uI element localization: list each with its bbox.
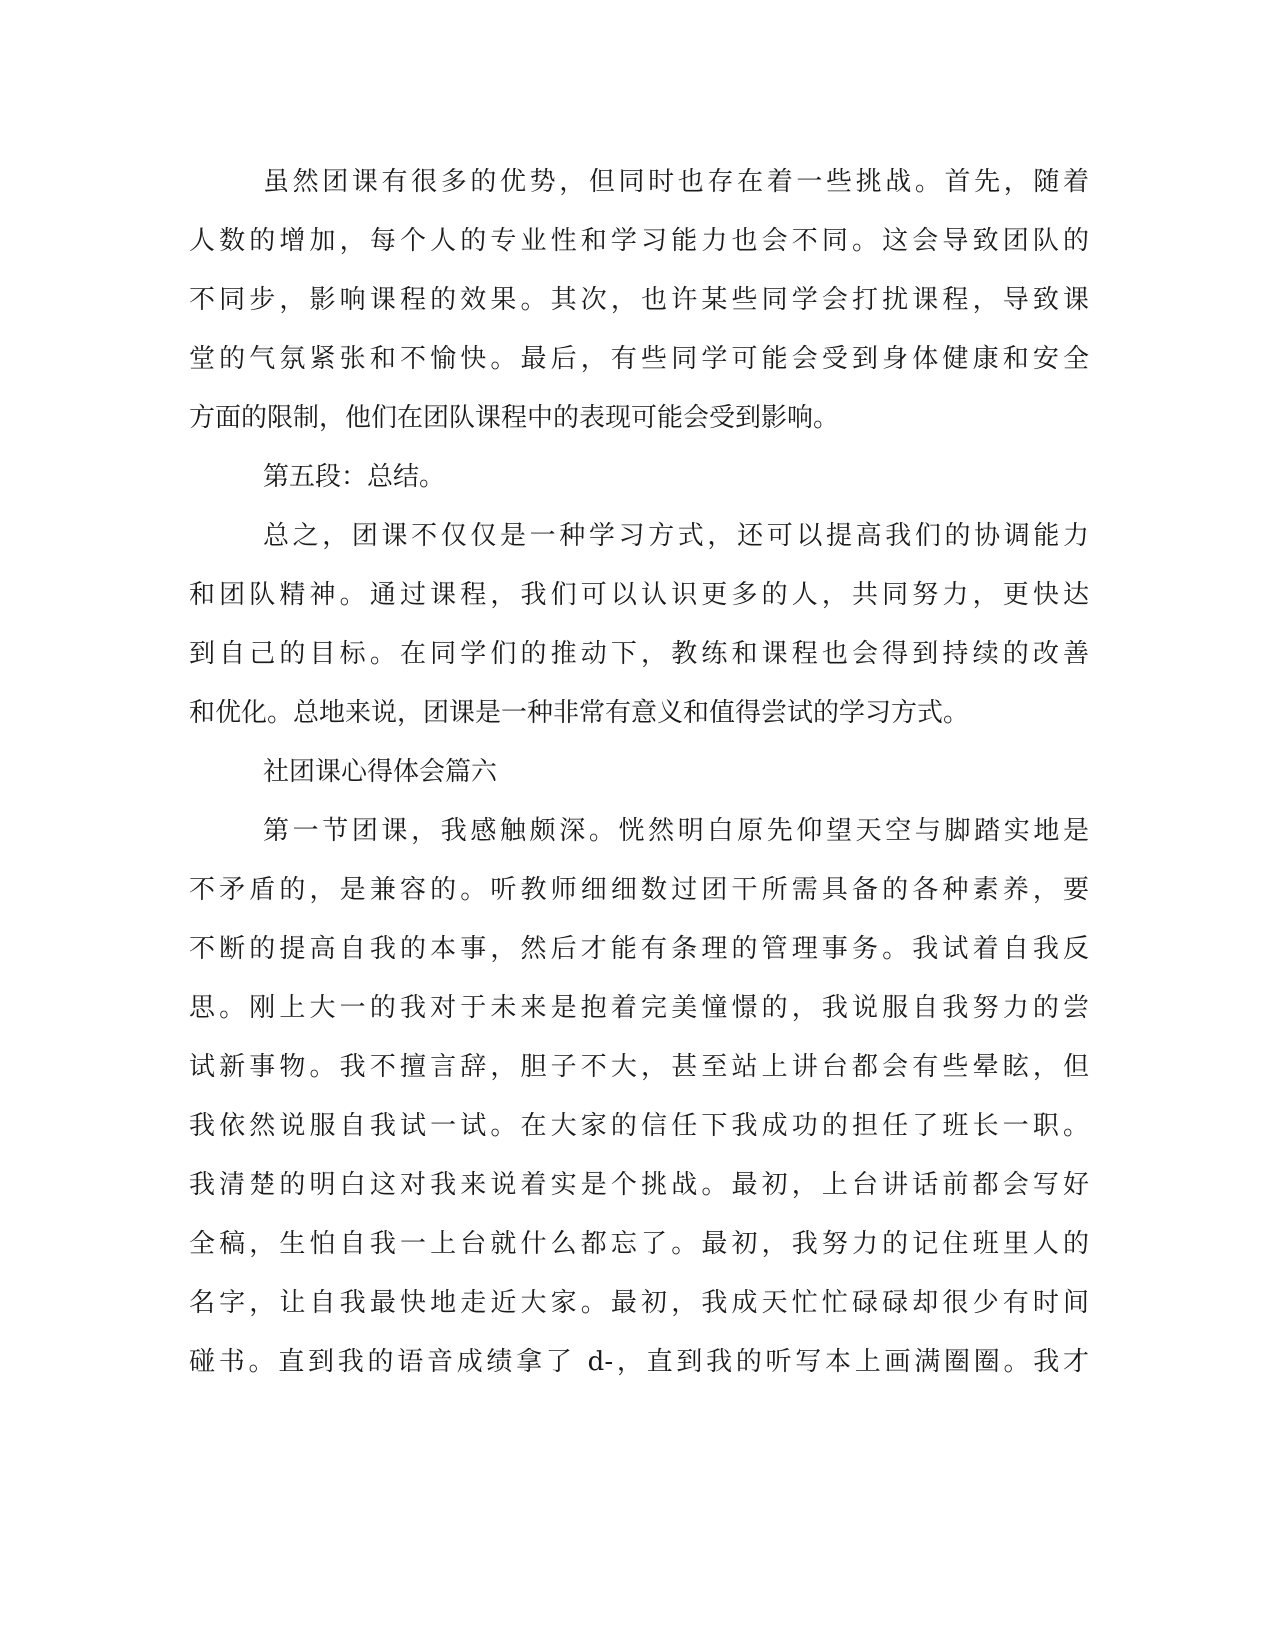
paragraph-line: 思。刚上大一的我对于未来是抱着完美憧憬的，我说服自我努力的尝 bbox=[189, 993, 1089, 1023]
paragraph-line: 和团队精神。通过课程，我们可以认识更多的人，共同努力，更快达 bbox=[189, 580, 1089, 610]
paragraph-line: 我依然说服自我试一试。在大家的信任下我成功的担任了班长一职。 bbox=[189, 1111, 1089, 1141]
paragraph-line: 人数的增加，每个人的专业性和学习能力也会不同。这会导致团队的 bbox=[189, 226, 1089, 256]
paragraph-line: 不矛盾的，是兼容的。听教师细细数过团干所需具备的各种素养，要 bbox=[189, 875, 1089, 905]
paragraph-line: 和优化。总地来说，团课是一种非常有意义和值得尝试的学习方式。 bbox=[189, 698, 970, 728]
paragraph-line: 堂的气氛紧张和不愉快。最后，有些同学可能会受到身体健康和安全 bbox=[189, 344, 1089, 374]
paragraph-line: 方面的限制，他们在团队课程中的表现可能会受到影响。 bbox=[189, 403, 840, 433]
paragraph-line: 虽然团课有很多的优势，但同时也存在着一些挑战。首先，随着 bbox=[263, 167, 1089, 197]
paragraph-line: 到自己的目标。在同学们的推动下，教练和课程也会得到持续的改善 bbox=[189, 639, 1089, 669]
paragraph-line: 全稿，生怕自我一上台就什么都忘了。最初，我努力的记住班里人的 bbox=[189, 1229, 1089, 1259]
section-heading: 第五段：总结。 bbox=[263, 462, 446, 492]
paragraph-line: 名字，让自我最快地走近大家。最初，我成天忙忙碌碌却很少有时间 bbox=[189, 1288, 1089, 1318]
paragraph-line: 总之，团课不仅仅是一种学习方式，还可以提高我们的协调能力 bbox=[263, 521, 1089, 551]
article-title: 社团课心得体会篇六 bbox=[263, 757, 498, 787]
paragraph-line: 不断的提高自我的本事，然后才能有条理的管理事务。我试着自我反 bbox=[189, 934, 1089, 964]
paragraph-line: 碰书。直到我的语音成绩拿了 d-，直到我的听写本上画满圈圈。我才 bbox=[189, 1347, 1089, 1377]
paragraph-line: 不同步，影响课程的效果。其次，也许某些同学会打扰课程，导致课 bbox=[189, 285, 1089, 315]
paragraph-line: 我清楚的明白这对我来说着实是个挑战。最初，上台讲话前都会写好 bbox=[189, 1170, 1089, 1200]
paragraph-line: 第一节团课，我感触颇深。恍然明白原先仰望天空与脚踏实地是 bbox=[263, 816, 1089, 846]
paragraph-line: 试新事物。我不擅言辞，胆子不大，甚至站上讲台都会有些晕眩，但 bbox=[189, 1052, 1089, 1082]
